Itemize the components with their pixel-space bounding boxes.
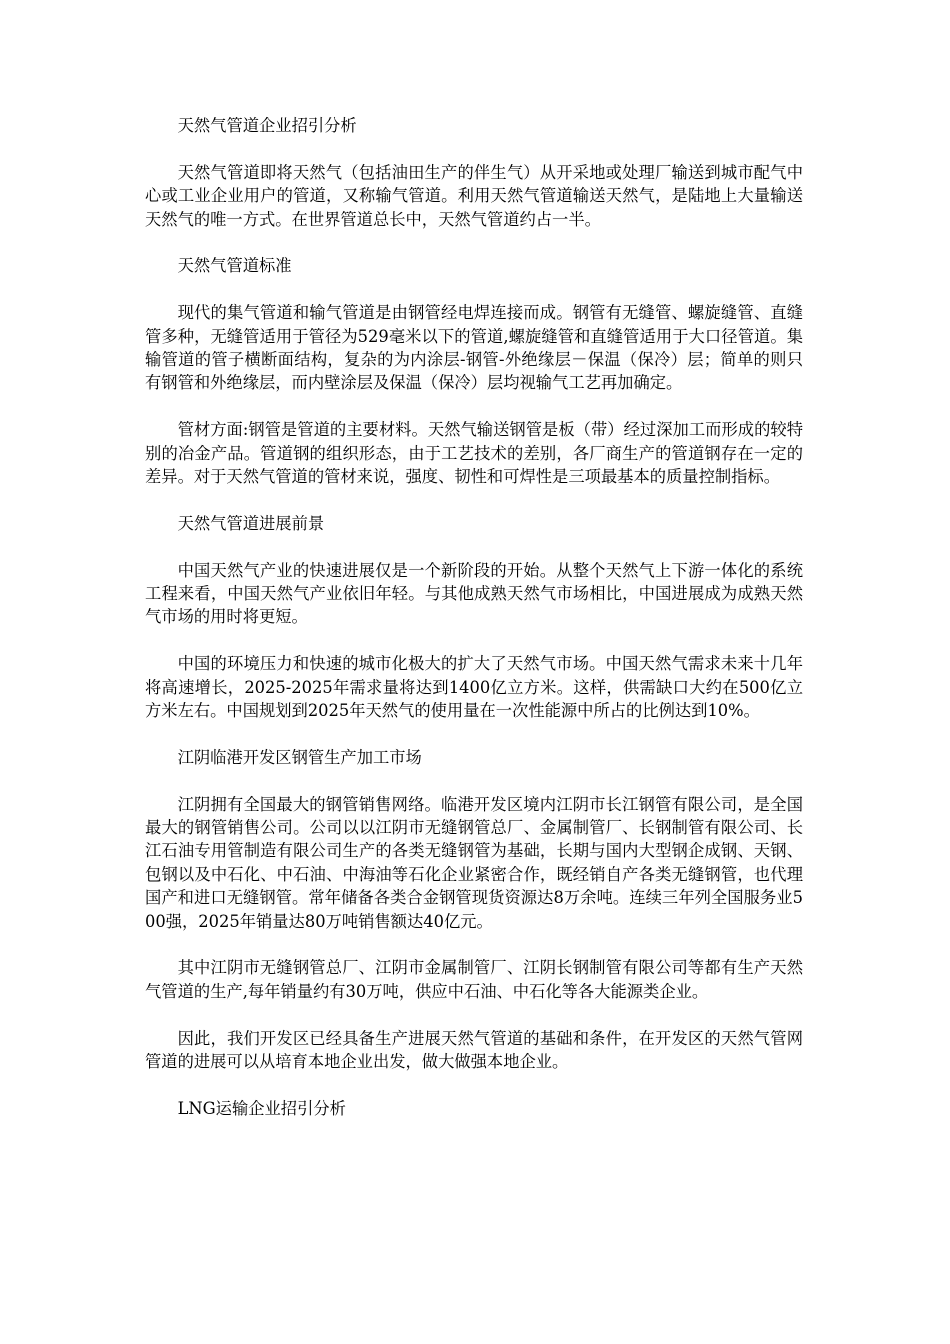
- section-heading: LNG运输企业招引分析: [177, 1098, 346, 1118]
- paragraph: 江阴拥有全国最大的钢管销售网络。临港开发区境内江阴市长江钢管有限公司，是全国最大的钢管销售公司。公司以以江阴市无缝钢管总厂、金属制管厂、长钢制管有限公司、长江石油专用管制造有限公司生产的各类无缝钢管为基础，长期与国内大型钢企成钢、天钢、包钢以及中石化、中石油、中海油等石化企业紧密合作，既经销自产各类无缝钢管，也代理国产和进口无缝钢管。常年储备各类合金钢管现货资源达8万余吨。连续三年列全国服务业500强，2025年销量达80万吨销售额达40亿元。: [145, 794, 803, 931]
- paragraph: 天然气管道即将天然气（包括油田生产的伴生气）从开采地或处理厂输送到城市配气中心或工业企业用户的管道，又称输气管道。利用天然气管道输送天然气，是陆地上大量输送天然气的唯一方式。在世界管道总长中，天然气管道约占一半。: [145, 162, 803, 229]
- section-heading: 江阴临港开发区钢管生产加工市场: [177, 747, 422, 767]
- section-heading: 天然气管道进展前景: [177, 513, 325, 533]
- paragraph: 中国天然气产业的快速进展仅是一个新阶段的开始。从整个天然气上下游一体化的系统工程来看，中国天然气产业依旧年轻。与其他成熟天然气市场相比，中国进展成为成熟天然气市场的用时将更短。: [145, 560, 803, 627]
- paragraph: 其中江阴市无缝钢管总厂、江阴市金属制管厂、江阴长钢制管有限公司等都有生产天然气管道的生产,每年销量约有30万吨，供应中石油、中石化等各大能源类企业。: [145, 958, 803, 1001]
- section-heading: 天然气管道标准: [177, 256, 292, 276]
- paragraph: 现代的集气管道和输气管道是由钢管经电焊连接而成。钢管有无缝管、螺旋缝管、直缝管多种，无缝管适用于管径为529毫米以下的管道,螺旋缝管和直缝管适用于大口径管道。集输管道的管子横断面结构，复杂的为内涂层-钢管-外绝缘层－保温（保冷）层；简单的则只有钢管和外绝缘层，而内壁涂层及保温（保冷）层均视输气工艺再加确定。: [145, 303, 803, 393]
- section-heading: 天然气管道企业招引分析: [177, 116, 357, 135]
- paragraph: 管材方面:钢管是管道的主要材料。天然气输送钢管是板（带）经过深加工而形成的较特别的冶金产品。管道钢的组织形态，由于工艺技术的差别，各厂商生产的管道钢存在一定的差异。对于天然气管道的管材来说，强度、韧性和可焊性是三项最基本的质量控制指标。: [145, 420, 803, 487]
- paragraph: 因此，我们开发区已经具备生产进展天然气管道的基础和条件，在开发区的天然气管网管道的进展可以从培育本地企业出发，做大做强本地企业。: [145, 1028, 803, 1072]
- document-page: [145, 114, 803, 1120]
- paragraph: 中国的环境压力和快速的城市化极大的扩大了天然气市场。中国天然气需求未来十几年将高速增长，2025-2025年需求量将达到1400亿立方米。这样，供需缺口大约在500亿立方米左右。中国规划到2025年天然气的使用量在一次性能源中所占的比例达到10%。: [145, 654, 803, 721]
